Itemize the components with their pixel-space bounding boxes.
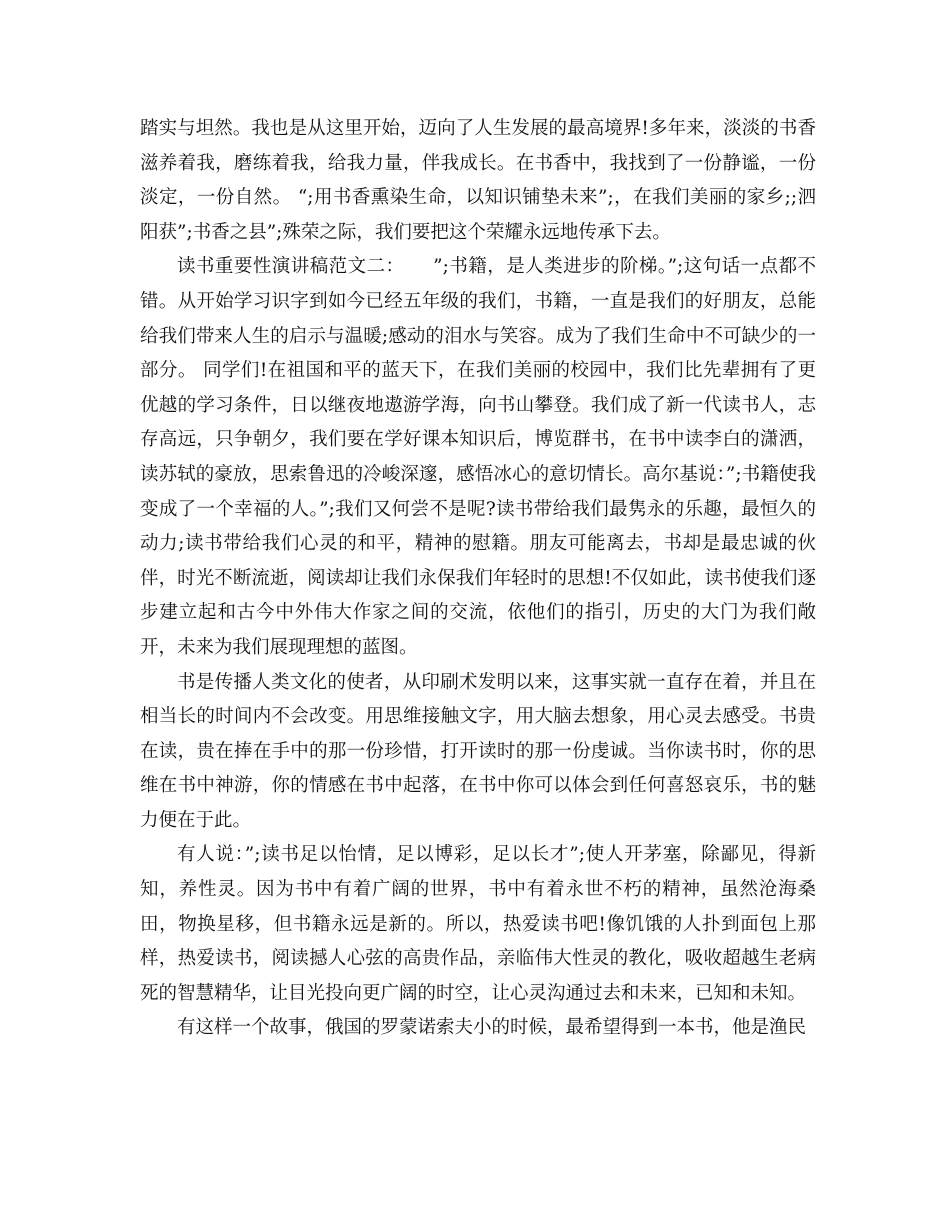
paragraph-4: 有人说：”;读书足以怡情，足以博彩，足以长才”;使人开茅塞，除鄙见，得新知，养性灵。因为书中有着广阔的世界，书中有着永世不朽的精神，虽然沧海桑田，物换星移，但书籍永远是新的。所以，热爱读书吧!像饥饿的人扑到面包上那样，热爱读书，阅读撼人心弦的高贵作品，亲临伟大性灵的教化，吸收超越生老病死的智慧精华，让目光投向更广阔的时空，让心灵沟通过去和未来，已知和未知。 bbox=[140, 844, 816, 1004]
paragraph-3: 书是传播人类文化的使者，从印刷术发明以来，这事实就一直存在着，并且在相当长的时间内不会改变。用思维接触文字，用大脑去想象，用心灵去感受。书贵在读，贵在捧在手中的那一份珍惜，打开读时的那一份虔诚。当你读书时，你的思维在书中神游，你的情感在书中起落，在书中你可以体会到任何喜怒哀乐，书的魅力便在于此。 bbox=[140, 671, 816, 831]
document-body bbox=[140, 112, 816, 1046]
paragraph-1: 踏实与坦然。我也是从这里开始，迈向了人生发展的最高境界!多年来，淡淡的书香滋养着我，磨练着我，给我力量，伴我成长。在书香中，我找到了一份静谧，一份淡定，一份自然。 “;用书香熏染生命，以知识铺垫未来”;，在我们美丽的家乡;;泗阳获”;书香之县”;殊荣之际，我们要把这个荣耀永远地传承下去。 bbox=[140, 118, 816, 243]
paragraph-2: 读书重要性演讲稿范文二： ”;书籍，是人类进步的阶梯。”;这句话一点都不错。从开始学习识字到如今已经五年级的我们，书籍，一直是我们的好朋友，总能给我们带来人生的启示与温暖;感动的泪水与笑容。成为了我们生命中不可缺少的一部分。 同学们!在祖国和平的蓝天下，在我们美丽的校园中，我们比先辈拥有了更优越的学习条件，日以继夜地遨游学海，向书山攀登。我们成了新一代读书人，志存高远，只争朝夕，我们要在学好课本知识后，博览群书，在书中读李白的潇洒，读苏轼的豪放，思索鲁迅的冷峻深邃，感悟冰心的意切情长。高尔基说：”;书籍使我变成了一个幸福的人。”;我们又何尝不是呢?读书带给我们最隽永的乐趣，最恒久的动力;读书带给我们心灵的和平，精神的慰籍。朋友可能离去，书却是最忠诚的伙伴，时光不断流逝，阅读却让我们永保我们年轻时的思想!不仅如此，读书使我们逐步建立起和古今中外伟大作家之间的交流，依他们的指引，历史的大门为我们敞开，未来为我们展现理想的蓝图。 bbox=[140, 256, 816, 658]
paragraph-5: 有这样一个故事，俄国的罗蒙诺索夫小的时候，最希望得到一本书，他是渔民 bbox=[177, 1017, 807, 1039]
